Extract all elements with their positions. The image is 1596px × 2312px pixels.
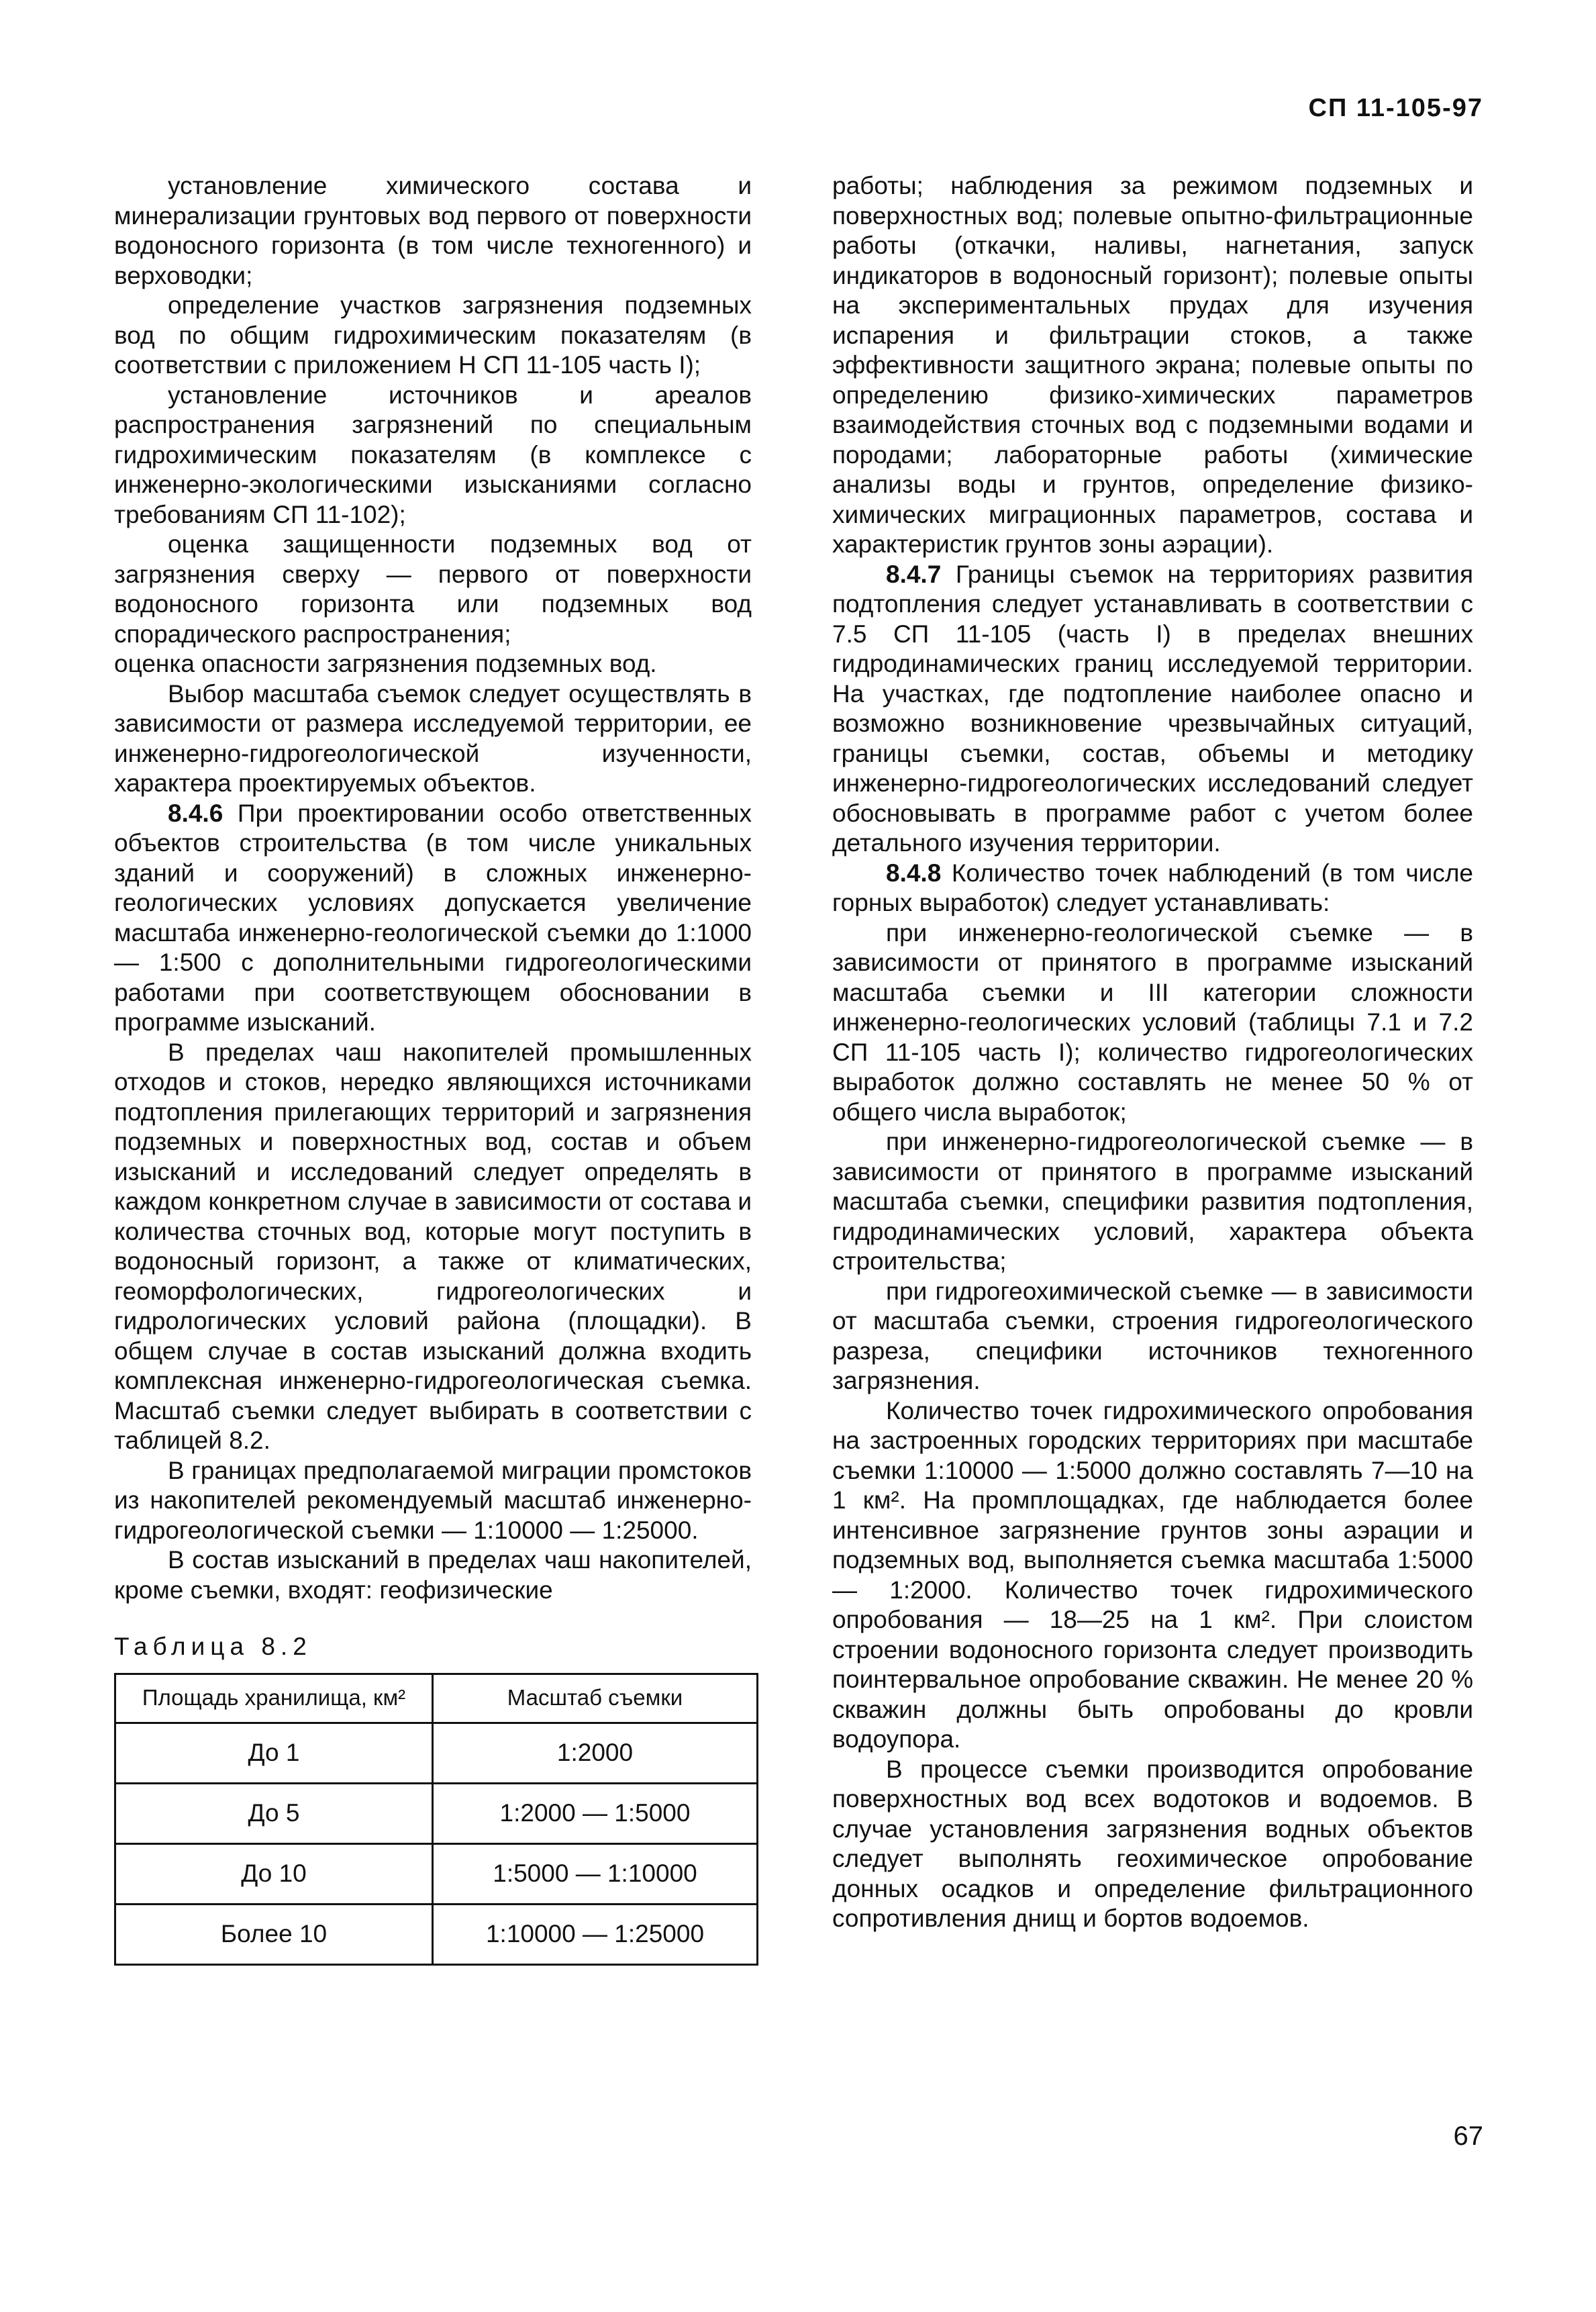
document-code: СП 11-105-97 bbox=[1308, 94, 1483, 122]
paragraph: при инженерно-геологической съемке — в зависимости от принятого в программе изысканий масштаба съемки и III категории сложности инженерно-геологических условий (таблицы 7.1 и 7.2 СП 11-105 часть I); количество гидрогеологических выработок должно составлять не менее 50 % от общего числа выработок; bbox=[832, 918, 1473, 1126]
column-header-scale: Масштаб съемки bbox=[433, 1674, 758, 1723]
right-column bbox=[832, 171, 1473, 1934]
paragraph: В состав изысканий в пределах чаш накопителей, кроме съемки, входят: геофизические bbox=[114, 1546, 752, 1604]
cell-scale: 1:10000 — 1:25000 bbox=[433, 1904, 758, 1964]
paragraph: при инженерно-гидрогеологической съемке — в зависимости от принятого в программе изысканий масштаба съемки, специфики развития подтопления, гидродинамических условий, характера объекта строительства; bbox=[832, 1128, 1473, 1275]
table-row bbox=[115, 1783, 758, 1843]
clause-8-4-6 bbox=[114, 799, 752, 1038]
clause-number: 8.4.7 bbox=[886, 560, 942, 588]
table-row bbox=[115, 1723, 758, 1783]
paragraph: Количество точек гидрохимического опробования на застроенных городских территориях при масштабе съемки 1:10000 — 1:5000 должно составлять 7—10 на 1 км². На промплощадках, где наблюдается более интенсивное загрязнение грунтов зоны аэрации и подземных вод, выполняется съемка масштаба 1:5000 — 1:2000. Количество точек гидрохимического опробования — 18—25 на 1 км². При слоистом строении водоносного горизонта следует производить поинтервальное опробование скважин. Не менее 20 % скважин должны быть опробованы до кровли водоупора. bbox=[832, 1396, 1473, 1753]
paragraph: В процессе съемки производится опробование поверхностных вод всех водотоков и водоемов. В случае установления загрязнения водных объектов следует выполнять геохимическое опробование донных осадков и определение фильтрационного сопротивления днищ и бортов водоемов. bbox=[832, 1755, 1473, 1932]
cell-area: Более 10 bbox=[115, 1904, 433, 1964]
table-caption: Таблица 8.2 bbox=[114, 1633, 312, 1660]
clause-number: 8.4.8 bbox=[886, 859, 942, 887]
clause-8-4-7 bbox=[832, 560, 1473, 859]
cell-scale: 1:2000 bbox=[433, 1723, 758, 1783]
table-row bbox=[115, 1843, 758, 1904]
paragraph: оценка опасности загрязнения подземных вод. bbox=[114, 650, 657, 677]
clause-text: Количество точек наблюдений (в том числе горных выработок) следует устанавливать: bbox=[832, 859, 1473, 916]
column-header-area: Площадь хранилища, км² bbox=[115, 1674, 433, 1723]
clause-number: 8.4.6 bbox=[168, 799, 223, 827]
paragraph: В пределах чаш накопителей промышленных отходов и стоков, нередко являющихся источниками подтопления прилегающих территорий и загрязнения подземных и поверхностных вод, состав и объем изысканий и исследований следует определять в каждом конкретном случае в зависимости от состава и количества сточных вод, которые могут поступить в водоносный горизонт, а также от климатических, геоморфологических, гидрогеологических и гидрологических условий района (площадки). В общем случае в состав изысканий должна входить комплексная инженерно-гидрогеологическая съемка. Масштаб съемки следует выбирать в соответствии с таблицей 8.2. bbox=[114, 1038, 752, 1454]
table-row bbox=[115, 1904, 758, 1964]
clause-text: При проектировании особо ответственных объектов строительства (в том числе уникальных зданий и сооружений) в сложных инженерно-геологических условиях допускается увеличение масштаба инженерно-геологической съемки до 1:1000 — 1:500 с дополнительными гидрогеологическими работами при соответствующем обосновании в программе изысканий. bbox=[114, 799, 752, 1036]
paragraph: работы; наблюдения за режимом подземных и поверхностных вод; полевые опытно-фильтрационные работы (откачки, наливы, нагнетания, запуск индикаторов в водоносный горизонт); полевые опыты на экспериментальных прудах для изучения испарения и фильтрации стоков, а также эффективности защитного экрана; полевые опыты по определению физико-химических параметров взаимодействия сточных вод с подземными водами и породами; лабораторные работы (химические анализы воды и грунтов, определение физико-химических миграционных параметров, состава и характеристик грунтов зоны аэрации). bbox=[832, 172, 1473, 558]
cell-scale: 1:5000 — 1:10000 bbox=[433, 1843, 758, 1904]
paragraph: определение участков загрязнения подземных вод по общим гидрохимическим показателям (в соответствии с приложением Н СП 11-105 часть I); bbox=[114, 291, 752, 379]
cell-area: До 5 bbox=[115, 1783, 433, 1843]
page-number: 67 bbox=[1453, 2121, 1483, 2151]
left-column bbox=[114, 171, 752, 1966]
paragraph: Выбор масштаба съемок следует осуществлять в зависимости от размера исследуемой территории, ее инженерно-гидрогеологической изученности, характера проектируемых объектов. bbox=[114, 679, 752, 797]
cell-area: До 10 bbox=[115, 1843, 433, 1904]
clause-text: Границы съемок на территориях развития подтопления следует устанавливать в соответствии с 7.5 СП 11-105 (часть I) в пределах внешних гидродинамических границ исследуемой территории. На участках, где подтопление наиболее опасно и возможно возникновение чрезвычайных ситуаций, границы съемки, состав, объемы и методику инженерно-гидрогеологических исследований следует обосновывать в программе работ с учетом более детального изучения территории. bbox=[832, 560, 1473, 857]
paragraph: при гидрогеохимической съемке — в зависимости от масштаба съемки, строения гидрогеологического разреза, специфики источников техногенного загрязнения. bbox=[832, 1277, 1473, 1394]
paragraph: установление химического состава и минерализации грунтовых вод первого от поверхности водоносного горизонта (в том числе техногенного) и верховодки; bbox=[114, 172, 752, 289]
paragraph: В границах предполагаемой миграции промстоков из накопителей рекомендуемый масштаб инженерно-гидрогеологической съемки — 1:10000 — 1:25000. bbox=[114, 1456, 752, 1544]
table-header-row bbox=[115, 1674, 758, 1723]
cell-scale: 1:2000 — 1:5000 bbox=[433, 1783, 758, 1843]
paragraph: оценка защищенности подземных вод от загрязнения сверху — первого от поверхности водоносного горизонта или подземных вод спорадического распространения; bbox=[114, 530, 752, 648]
storage-scale-table bbox=[114, 1673, 758, 1966]
cell-area: До 1 bbox=[115, 1723, 433, 1783]
paragraph: установление источников и ареалов распространения загрязнений по специальным гидрохимическим показателям (в комплексе с инженерно-экологическими изысканиями согласно требованиям СП 11-102); bbox=[114, 381, 752, 528]
clause-8-4-8 bbox=[832, 859, 1473, 918]
